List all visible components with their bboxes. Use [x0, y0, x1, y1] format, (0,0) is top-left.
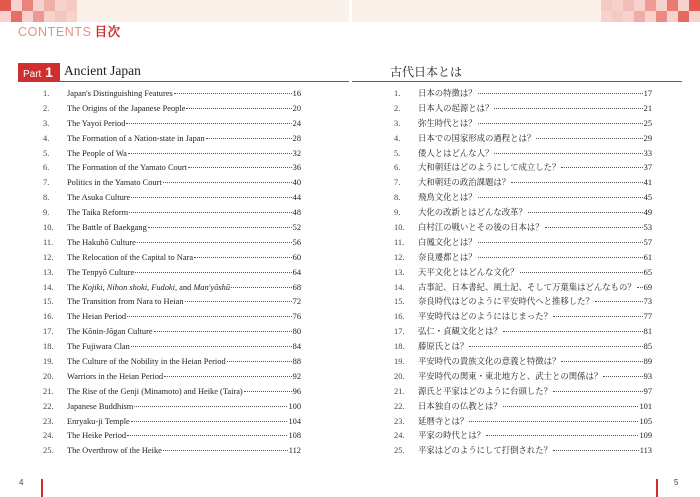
toc-entry-title: 平安時代の貴族文化の意義と特徴は？ [418, 357, 561, 367]
toc-entry [394, 355, 652, 370]
toc-entry-page: 53 [643, 223, 652, 233]
toc-entry [394, 147, 652, 162]
dot-leader [503, 406, 639, 407]
toc-entry [43, 161, 301, 176]
toc-entry-title: The Fujiwara Clan [67, 342, 130, 352]
toc-entry-title: Japan's Distinguishing Features [67, 89, 173, 98]
toc-entry-page: 112 [288, 446, 301, 456]
toc-entry [394, 415, 652, 430]
toc-entry-page: 68 [292, 282, 301, 292]
toc-entry [394, 117, 652, 132]
toc-entry-page: 32 [292, 148, 301, 158]
dot-leader [174, 93, 292, 94]
toc-entry-page: 113 [639, 446, 652, 456]
part-title-english: Ancient Japan [64, 63, 141, 78]
toc-entry-page: 85 [643, 342, 652, 352]
toc-entry-page: 109 [639, 431, 652, 441]
dot-leader [244, 391, 292, 392]
dot-leader [536, 138, 642, 139]
dot-leader [561, 361, 642, 362]
toc-entry-title-part: The [67, 282, 83, 292]
toc-entry-title: 大和朝廷はどのようにして成立した？ [418, 163, 561, 173]
toc-entry-title: The Asuka Culture [67, 193, 131, 203]
toc-entry-number: 16. [394, 312, 405, 322]
toc-entry-page: 108 [288, 431, 301, 441]
dot-leader [127, 435, 287, 436]
dot-leader [206, 138, 292, 139]
page-number-right: 5 [674, 478, 679, 487]
toc-entry-number: 23. [43, 416, 54, 426]
toc-entry [394, 266, 652, 281]
toc-entry-number: 19. [394, 357, 405, 367]
toc-entry-title: The Relocation of the Capital to Nara [67, 252, 194, 262]
toc-entry-title: The Heike Period [67, 431, 127, 441]
toc-entry-number: 17. [43, 327, 54, 337]
toc-entry [43, 355, 301, 370]
toc-entry-number: 11. [43, 237, 54, 247]
dot-leader [511, 182, 643, 183]
checker-pattern-left [0, 0, 77, 22]
toc-entry-number: 19. [43, 357, 54, 367]
toc-entry-page: 37 [643, 163, 652, 173]
toc-entry [43, 87, 301, 102]
toc-entry-number: 9. [43, 208, 50, 218]
dot-leader [478, 257, 643, 258]
dot-leader [553, 450, 639, 451]
page-rule-right [656, 479, 658, 497]
toc-entry [394, 444, 652, 459]
toc-entry-page: 77 [643, 312, 652, 322]
toc-entry [43, 236, 301, 251]
toc-entry [43, 251, 301, 266]
toc-entry-number: 18. [43, 342, 54, 352]
toc-entry [43, 444, 301, 459]
toc-entry-title: The Yayoi Period [67, 118, 126, 128]
toc-entry-page: 61 [643, 252, 652, 262]
toc-entry-page: 57 [643, 237, 652, 247]
toc-entry-title: 弥生時代とは？ [418, 118, 477, 128]
dot-leader [553, 391, 643, 392]
toc-entry-page: 101 [639, 401, 652, 411]
toc-entry-number: 17. [394, 327, 405, 337]
toc-entry-number: 25. [394, 446, 405, 456]
toc-entry-page: 44 [292, 193, 301, 203]
toc-entry-number: 8. [43, 193, 50, 203]
dot-leader [494, 153, 642, 154]
toc-entry [394, 206, 652, 221]
part-header-japanese [352, 63, 682, 82]
toc-entry-number: 25. [43, 446, 54, 456]
toc-entry-title: 源氏と平家はどのように台頭した？ [418, 386, 552, 396]
toc-entry-page: 64 [292, 267, 301, 277]
toc-entry-number: 21. [43, 386, 54, 396]
toc-entry-number: 8. [394, 193, 401, 203]
toc-entry-number: 12. [43, 252, 54, 262]
toc-entry-title: The Heian Period [67, 312, 127, 322]
toc-entry [43, 206, 301, 221]
toc-entry-number: 7. [394, 178, 401, 188]
toc-entry-title: 藤原氏とは？ [418, 342, 469, 352]
toc-entry-title: Japanese Buddhism [67, 401, 134, 411]
toc-entry-page: 84 [292, 342, 301, 352]
toc-entry-page: 105 [639, 416, 652, 426]
toc-entry-page: 16 [292, 89, 301, 98]
part-title-japanese: 古代日本とは [390, 65, 463, 79]
toc-entry [394, 325, 652, 340]
contents-heading-jp: 目次 [94, 25, 121, 39]
dot-leader [128, 153, 292, 154]
toc-entry-number: 10. [394, 223, 405, 233]
toc-entry-page: 20 [292, 103, 301, 113]
checker-pattern-right [601, 0, 700, 22]
toc-entry [394, 385, 652, 400]
toc-entry-number: 1. [394, 89, 401, 98]
dot-leader [126, 123, 291, 124]
toc-entry [43, 325, 301, 340]
toc-entry-title: Enryaku-ji Temple [67, 416, 130, 426]
toc-entry-number: 3. [394, 118, 401, 128]
toc-entry-title: The Rise of the Genji (Minamoto) and Heike (Taira) [67, 386, 243, 396]
toc-entry-number: 2. [43, 103, 50, 113]
toc-entry-number: 1. [43, 89, 50, 98]
toc-entry-number: 4. [43, 133, 50, 143]
toc-entry-title: The Kōnin-Jōgan Culture [67, 327, 153, 337]
toc-entry [394, 236, 652, 251]
toc-entry [394, 400, 652, 415]
dot-leader [194, 257, 292, 258]
dot-leader [148, 227, 292, 228]
toc-entry-page: 104 [288, 416, 301, 426]
toc-entry-number: 5. [43, 148, 50, 158]
toc-entry [43, 191, 301, 206]
toc-entry-title: The Culture of the Nobility in the Heian Period [67, 357, 226, 367]
toc-entry [394, 87, 652, 102]
toc-entry-page: 17 [643, 89, 652, 98]
toc-entry-number: 12. [394, 252, 405, 262]
toc-entry-page: 52 [292, 223, 301, 233]
toc-entry-title: 天平文化とはどんな文化？ [418, 267, 519, 277]
toc-entry-page: 41 [643, 178, 652, 188]
toc-entry-title-italic: Man'yōshū [193, 282, 231, 292]
dot-leader [127, 316, 292, 317]
toc-entry-title: 平安時代はどのようにはじまった？ [418, 312, 552, 322]
toc-entry-page: 97 [643, 386, 652, 396]
toc-entry [394, 370, 652, 385]
dot-leader [603, 376, 642, 377]
toc-entry-number: 24. [394, 431, 405, 441]
dot-leader [561, 167, 642, 168]
dot-leader [486, 435, 638, 436]
toc-entry-title: 弘仁・貞観文化とは？ [418, 327, 502, 337]
toc-entry-number: 21. [394, 386, 405, 396]
dot-leader [494, 108, 642, 109]
toc-entry-title: 白鳳文化とは？ [418, 237, 477, 247]
toc-entry [43, 370, 301, 385]
dot-leader [503, 331, 643, 332]
toc-entry [394, 191, 652, 206]
toc-entry-page: 100 [288, 401, 301, 411]
dot-leader [545, 227, 643, 228]
toc-entry-page: 25 [643, 118, 652, 128]
dot-leader [131, 197, 291, 198]
toc-entry-number: 18. [394, 342, 405, 352]
toc-entry-number: 13. [394, 267, 405, 277]
toc-entry-title-part: and [177, 282, 194, 292]
dot-leader [129, 212, 292, 213]
toc-entry [394, 176, 652, 191]
toc-entry-number: 11. [394, 237, 405, 247]
toc-entry-page: 89 [643, 357, 652, 367]
toc-entry-page: 29 [643, 133, 652, 143]
toc-entry-title: 日本での国家形成の過程とは？ [418, 133, 536, 143]
dot-leader [137, 242, 292, 243]
dot-leader [131, 346, 292, 347]
toc-entry [43, 266, 301, 281]
page-rule-left [41, 479, 43, 497]
dot-leader [131, 421, 288, 422]
dot-leader [135, 272, 291, 273]
toc-entry [43, 147, 301, 162]
toc-entry-number: 9. [394, 208, 401, 218]
part-header-english [18, 63, 349, 82]
dot-leader [164, 376, 292, 377]
toc-entry-number: 16. [43, 312, 54, 322]
toc-entry [394, 161, 652, 176]
toc-entry [43, 132, 301, 147]
toc-entry-number: 22. [43, 401, 54, 411]
dot-leader [478, 93, 643, 94]
toc-entry-title: 平家はどのようにして打倒された？ [418, 446, 552, 456]
toc-entry-title: 平安時代の関東・東北地方と、武士との関係は？ [418, 371, 603, 381]
toc-entry-title: The Origins of the Japanese People [67, 103, 186, 113]
toc-entry [43, 221, 301, 236]
toc-entry-number: 13. [43, 267, 54, 277]
toc-entry-page: 80 [292, 327, 301, 337]
toc-entry [43, 102, 301, 117]
dot-leader [154, 331, 292, 332]
toc-entry-title: The Transition from Nara to Heian [67, 297, 184, 307]
toc-entry [394, 132, 652, 147]
toc-entry-number: 5. [394, 148, 401, 158]
toc-entry [394, 429, 652, 444]
part-number: 1 [45, 64, 53, 80]
toc-entry-number: 23. [394, 416, 405, 426]
toc-entry-title: 飛鳥文化とは？ [418, 193, 477, 203]
toc-entry-title: The Hakuhō Culture [67, 237, 136, 247]
dot-leader [231, 287, 292, 288]
toc-entry-number: 14. [394, 282, 405, 292]
toc-entry-title: 日本独自の仏教とは？ [418, 401, 502, 411]
part-label: Part [23, 69, 42, 80]
toc-entry-number: 4. [394, 133, 401, 143]
toc-entry-page: 73 [643, 297, 652, 307]
toc-entry-title: Warriors in the Heian Period [67, 371, 164, 381]
dot-leader [553, 316, 643, 317]
toc-entry-page: 40 [292, 178, 301, 188]
toc-entry-number: 3. [43, 118, 50, 128]
toc-entry-title: The Battle of Baekgang [67, 223, 147, 233]
toc-entry-page: 24 [292, 118, 301, 128]
toc-entry-title: The Formation of a Nation-state in Japan [67, 133, 205, 143]
toc-entry-title: The Overthrow of the Heike [67, 446, 162, 456]
dot-leader [188, 167, 292, 168]
toc-entry [43, 295, 301, 310]
toc-entry [43, 176, 301, 191]
toc-entry-page: 72 [292, 297, 301, 307]
dot-leader [520, 272, 643, 273]
toc-entry-title: 古事記、日本書紀、風土記、そして万葉集はどんなもの？ [418, 282, 636, 292]
toc-entry-page: 49 [643, 208, 652, 218]
toc-entry-number: 10. [43, 223, 54, 233]
contents-heading-en: CONTENTS [18, 25, 92, 39]
toc-entry-page: 60 [292, 252, 301, 262]
toc-entry-page: 76 [292, 312, 301, 322]
dot-leader [528, 212, 643, 213]
toc-entry-page: 56 [292, 237, 301, 247]
dot-leader [185, 301, 292, 302]
toc-entry-title: 日本人の起源とは？ [418, 103, 494, 113]
toc-entry-title: 奈良時代はどのように平安時代へと推移した？ [418, 297, 594, 307]
toc-entry-title [67, 281, 230, 296]
dot-leader [478, 242, 643, 243]
dot-leader [186, 108, 291, 109]
toc-entry [394, 310, 652, 325]
toc-entry-title: 奈良遷都とは？ [418, 252, 477, 262]
dot-leader [469, 346, 642, 347]
toc-entry [43, 310, 301, 325]
toc-entry-title: The Taika Reform [67, 208, 129, 218]
dot-leader [478, 123, 643, 124]
toc-entry [43, 415, 301, 430]
toc-entry-page: 21 [643, 103, 652, 113]
toc-entry-number: 6. [394, 163, 401, 173]
toc-entry-page: 81 [643, 327, 652, 337]
toc-entry [394, 251, 652, 266]
toc-entry-title: 延暦寺とは？ [418, 416, 469, 426]
toc-entry [394, 295, 652, 310]
contents-heading [18, 22, 121, 40]
toc-entry-page: 48 [292, 208, 301, 218]
toc-entry-page: 28 [292, 133, 301, 143]
toc-entry-title: 平家の時代とは？ [418, 431, 485, 441]
dot-leader [637, 287, 643, 288]
toc-list-english [43, 87, 301, 459]
toc-entry [43, 400, 301, 415]
toc-entry-number: 14. [43, 282, 54, 292]
toc-entry-number: 2. [394, 103, 401, 113]
toc-entry [394, 340, 652, 355]
toc-entry-page: 45 [643, 193, 652, 203]
toc-entry [43, 429, 301, 444]
toc-entry [43, 281, 301, 296]
dot-leader [227, 361, 292, 362]
toc-entry-number: 20. [43, 371, 54, 381]
toc-entry-title: The Formation of the Yamato Court [67, 163, 188, 173]
toc-entry-number: 15. [394, 297, 405, 307]
toc-entry [394, 221, 652, 236]
toc-entry-number: 7. [43, 178, 50, 188]
toc-entry [43, 117, 301, 132]
toc-entry-page: 69 [643, 282, 652, 292]
dot-leader [163, 182, 292, 183]
toc-entry-number: 6. [43, 163, 50, 173]
toc-entry-title: The People of Wa [67, 148, 127, 158]
toc-entry-page: 96 [292, 386, 301, 396]
toc-entry-title: Politics in the Yamato Court [67, 178, 162, 188]
dot-leader [478, 197, 643, 198]
toc-entry-title: 大和朝廷の政治課題は？ [418, 178, 511, 188]
toc-entry-number: 24. [43, 431, 54, 441]
dot-leader [469, 421, 638, 422]
dot-leader [163, 450, 288, 451]
toc-entry-title: The Tenpyō Culture [67, 267, 135, 277]
toc-entry-title: 大化の改新とはどんな改革？ [418, 208, 527, 218]
toc-entry [43, 385, 301, 400]
dot-leader [134, 406, 287, 407]
toc-entry-title: 倭人とはどんな人？ [418, 148, 494, 158]
toc-entry-title-italic: Kojiki, Nihon shoki, Fudoki, [82, 282, 178, 292]
toc-entry [43, 340, 301, 355]
toc-entry-number: 22. [394, 401, 405, 411]
toc-entry-number: 20. [394, 371, 405, 381]
toc-entry [394, 102, 652, 117]
toc-entry-number: 15. [43, 297, 54, 307]
toc-list-japanese [394, 87, 652, 459]
toc-entry-page: 93 [643, 371, 652, 381]
toc-entry-page: 88 [292, 357, 301, 367]
toc-entry-title: 日本の特徴は？ [418, 89, 477, 98]
toc-entry-page: 33 [643, 148, 652, 158]
part-tab [18, 63, 60, 81]
page-number-left: 4 [19, 478, 24, 487]
toc-entry-title: 白村江の戦いとその後の日本は？ [418, 223, 544, 233]
dot-leader [595, 301, 643, 302]
toc-entry [394, 281, 652, 296]
toc-entry-page: 92 [292, 371, 301, 381]
toc-entry-page: 65 [643, 267, 652, 277]
toc-entry-page: 36 [292, 163, 301, 173]
